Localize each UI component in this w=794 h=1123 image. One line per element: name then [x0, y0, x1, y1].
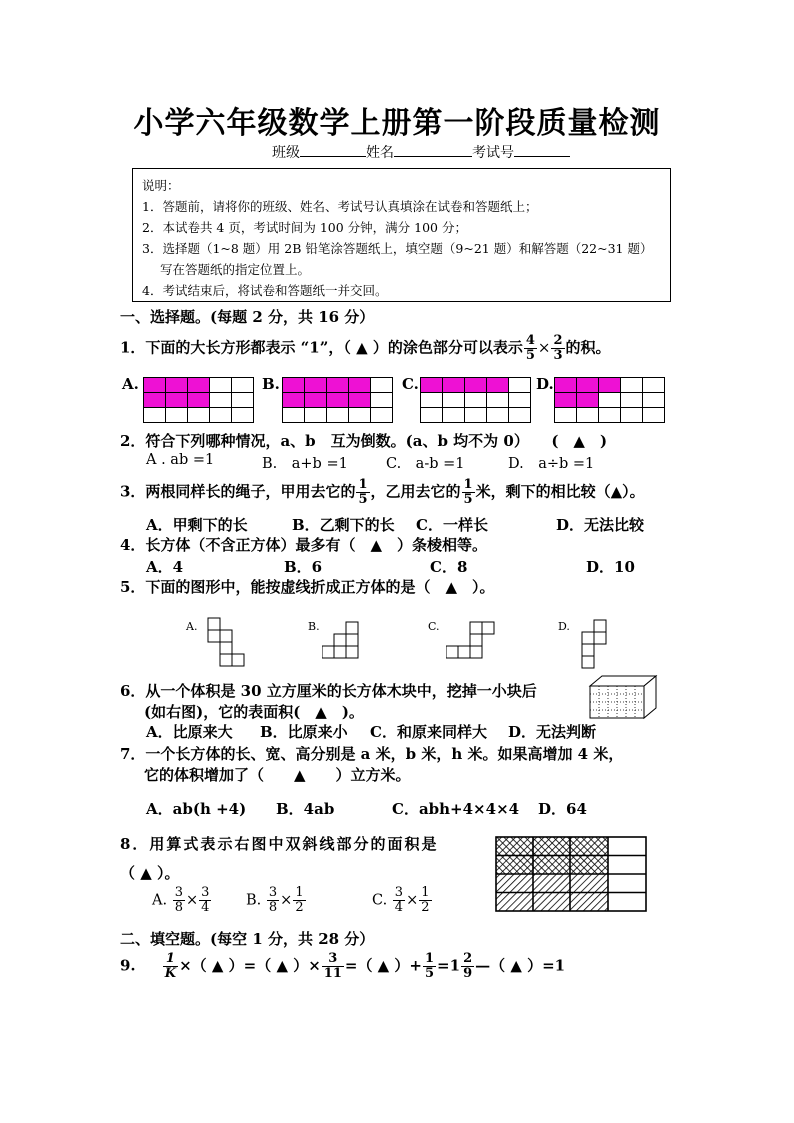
option: B．比原来小 — [260, 723, 348, 741]
net-c-figure — [446, 620, 498, 664]
fraction: $\frac{1}{5}$ — [463, 477, 473, 507]
option-c-grid — [420, 377, 531, 423]
option-8b: B. $\frac{3}{8}$ × $\frac{1}{2}$ — [246, 885, 304, 915]
option-label: C. — [428, 620, 440, 633]
option: A．甲剩下的长 — [146, 516, 248, 534]
option: A．4 — [146, 558, 184, 576]
name-label: 姓名 — [366, 145, 394, 161]
option: C. a-b =1 — [386, 456, 465, 472]
option-8c: C. $\frac{3}{4}$ × $\frac{1}{2}$ — [372, 885, 430, 915]
option: B．4ab — [276, 800, 335, 818]
fraction: $\frac{4}{5}$ — [525, 333, 535, 363]
hatched-rectangle-figure — [495, 836, 647, 912]
option-label: B. — [308, 620, 320, 633]
question-8: 8．用算式表示右图中双斜线部分的面积是 — [120, 835, 439, 853]
option-8a: A. $\frac{3}{8}$ × $\frac{3}{4}$ — [152, 885, 210, 915]
instruction-item: 2．本试卷共 4 页，考试时间为 100 分钟，满分 100 分； — [142, 220, 467, 235]
question-8-continued: （ ▲ ）。 — [120, 864, 180, 882]
question-3: 3．两根同样长的绳子，甲用去它的 $\frac{1}{5}$ ，乙用去它的 $\frac{1}{5}$ 米，剩下的相比较（▲）。 — [120, 477, 645, 507]
option: C．一样长 — [416, 516, 488, 534]
name-blank — [394, 142, 472, 157]
question-4: 4．长方体（不含正方体）最多有（ ▲ ）条棱相等。 — [120, 536, 487, 554]
option: A．ab(h +4) — [146, 800, 247, 818]
option: B．乙剩下的长 — [292, 516, 395, 534]
option-d-grid — [554, 377, 665, 423]
student-info-line — [272, 142, 570, 162]
question-1: 1．下面的大长方形都表示 “1”，（ ▲ ）的涂色部分可以表示 $\frac{4}{5}$ × $\frac{2}{3}$ 的积。 — [120, 333, 611, 363]
class-blank — [300, 142, 366, 157]
option-a-grid — [143, 377, 254, 423]
question-2: 2．符合下列哪种情况，a、b 互为倒数。(a、b 均不为 0） ( ▲ ) — [120, 432, 608, 450]
question-7: 7．一个长方体的长、宽、高分别是 a 米，b 米，h 米。如果高增加 4 米， — [120, 745, 624, 763]
option: B．6 — [284, 558, 323, 576]
class-label: 班级 — [272, 145, 300, 161]
page-title: 小学六年级数学上册第一阶段质量检测 — [133, 106, 661, 141]
option: B. a+b =1 — [262, 456, 348, 472]
instruction-item: 写在答题纸的指定位置上。 — [160, 262, 311, 277]
section-heading: 二、填空题。(每空 1 分，共 28 分） — [120, 930, 375, 948]
option-label: D. — [558, 620, 570, 633]
option: C．8 — [430, 558, 468, 576]
exam-no-blank — [514, 142, 570, 157]
option: D．无法比较 — [556, 516, 645, 534]
instruction-item: 1．答题前，请将你的班级、姓名、考试号认真填涂在试卷和答题纸上； — [142, 199, 538, 214]
question-7-continued: 它的体积增加了（ ▲ ）立方米。 — [144, 766, 411, 784]
net-a-figure — [200, 616, 260, 676]
option: D．10 — [586, 558, 635, 576]
section-heading: 一、选择题。(每题 2 分，共 16 分） — [120, 308, 375, 326]
question-6: 6．从一个体积是 30 立方厘米的长方体木块中，挖掉一小块后 — [120, 682, 537, 700]
instructions-heading: 说明： — [142, 178, 180, 193]
option-label: A. — [186, 620, 198, 633]
option: A．比原来大 — [146, 723, 233, 741]
option: D．64 — [538, 800, 587, 818]
fraction: $\frac{2}{3}$ — [553, 333, 563, 363]
fraction: $\frac{1}{5}$ — [358, 477, 368, 507]
option: D. a÷b =1 — [508, 456, 595, 472]
instruction-item: 4．考试结束后，将试卷和答题纸一并交回。 — [142, 283, 388, 298]
instruction-item: 3．选择题（1~8 题）用 2B 铅笔涂答题纸上，填空题（9~21 题）和解答题（22~31 题） — [142, 241, 653, 256]
option-b-grid — [282, 377, 393, 423]
option: C．和原来同样大 — [370, 723, 487, 741]
question-text: 1．下面的大长方形都表示 “1”，（ ▲ ）的涂色部分可以表示 — [120, 338, 523, 357]
option: A . ab =1 — [146, 452, 215, 468]
option-label: A. — [122, 375, 139, 393]
option-label: B. — [262, 375, 280, 393]
option-label: D. — [536, 375, 554, 393]
question-9: 9. $\frac{1}{K}$ ×（ ▲ ）=（ ▲ ）× $\frac{3}{11}$ =（ ▲ ）+ $\frac{1}{5}$ =1 $\frac{2}{9}$ —（ ▲ ）=1 — [120, 951, 566, 981]
net-d-figure — [576, 618, 620, 674]
exam-no-label: 考试号 — [472, 145, 514, 161]
question-6-continued: (如右图)，它的表面积( ▲ )。 — [144, 703, 364, 721]
option: C．abh+4×4×4 — [392, 800, 520, 818]
option: D．无法判断 — [508, 723, 597, 741]
net-b-figure — [322, 620, 372, 664]
question-5: 5．下面的图形中，能按虚线折成正方体的是（ ▲ ）。 — [120, 578, 495, 596]
option-label: C. — [402, 375, 419, 393]
cuboid-figure — [588, 672, 660, 722]
